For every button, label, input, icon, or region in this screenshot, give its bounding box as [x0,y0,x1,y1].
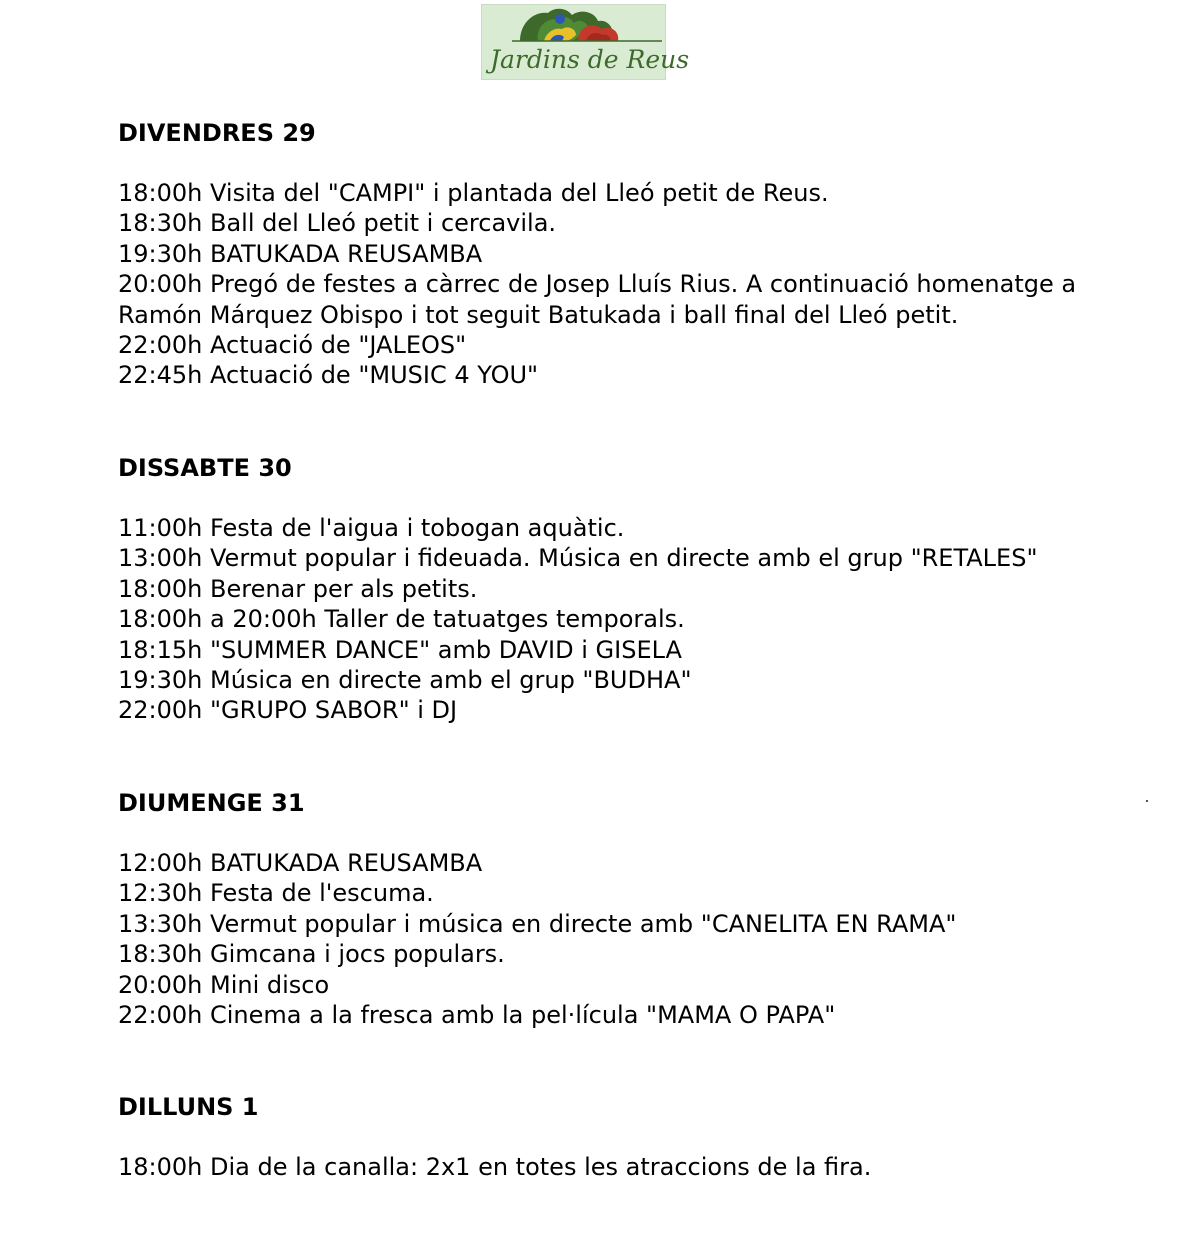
event-line: 11:00h Festa de l'aigua i tobogan aquàtic. [118,514,625,542]
event-line: 18:30h Gimcana i jocs populars. [118,940,505,969]
event-list [118,513,1118,726]
day-section [118,788,1118,1030]
event-line: 12:30h Festa de l'escuma. [118,879,434,908]
event-line: 18:00h Dia de la canalla: 2x1 en totes les atraccions de la fira. [118,1153,872,1181]
event-line: 22:00h "GRUPO SABOR" i DJ [118,696,458,725]
logo-text: Jardins de Reus [490,45,690,74]
event-list [118,848,1118,1030]
event-line: 18:15h "SUMMER DANCE" amb DAVID i GISELA [118,635,682,664]
event-line: 19:30h BATUKADA REUSAMBA [118,239,483,268]
event-line: 19:30h Música en directe amb el grup "BUDHA" [118,666,692,695]
event-line: 20:00h Pregó de festes a càrrec de Josep Lluís Rius. A continuació homenatge a Ramón Márquez Obispo i tot seguit Batukada i ball final del Lleó petit. [118,270,1077,329]
event-line: 22:00h Cinema a la fresca amb la pel·lícula "MAMA O PAPA" [118,1001,836,1030]
event-line: 13:30h Vermut popular i música en directe amb "CANELITA EN RAMA" [118,909,957,938]
event-line: 12:00h BATUKADA REUSAMBA [118,849,483,877]
event-list [118,1152,1118,1182]
stray-dot [1146,800,1148,802]
day-title: DIVENDRES 29 [118,119,316,147]
event-line: 22:00h Actuació de "JALEOS" [118,331,467,360]
day-section [118,118,1118,391]
day-title: DIUMENGE 31 [118,789,305,817]
event-line: 20:00h Mini disco [118,970,330,999]
day-title: DISSABTE 30 [118,454,292,482]
event-line: 22:45h Actuació de "MUSIC 4 YOU" [118,361,539,390]
event-line: 13:00h Vermut popular i fideuada. Música en directe amb el grup "RETALES" [118,544,1038,573]
day-section [118,1092,1118,1182]
event-line: 18:00h Visita del "CAMPI" i plantada del Lleó petit de Reus. [118,179,829,207]
day-section [118,453,1118,726]
jardins-de-reus-logo [481,4,690,80]
day-title: DILLUNS 1 [118,1093,259,1121]
event-line: 18:30h Ball del Lleó petit i cercavila. [118,209,557,238]
event-list [118,178,1118,391]
event-line: 18:00h a 20:00h Taller de tatuatges temporals. [118,605,685,634]
event-line: 18:00h Berenar per als petits. [118,574,478,603]
